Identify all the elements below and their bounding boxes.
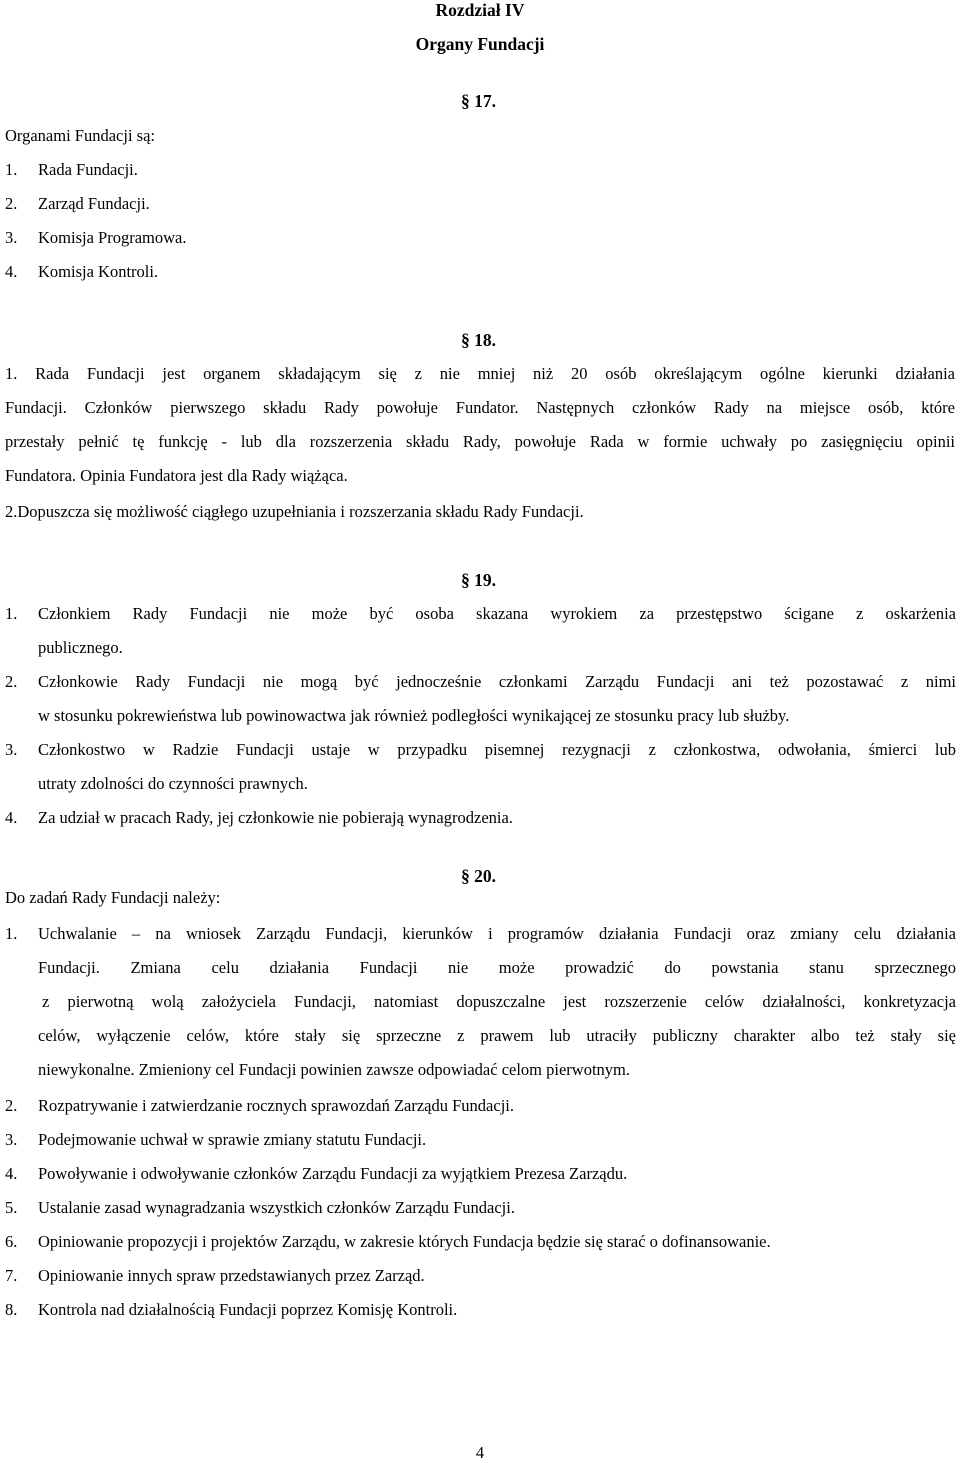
list-item-line: Za udział w pracach Rady, jej członkowie nie pobierają wynagrodzenia. bbox=[38, 808, 513, 827]
list-item-number: 4. bbox=[5, 1164, 18, 1183]
list-item: Powoływanie i odwoływanie członków Zarządu Fundacji za wyjątkiem Prezesa Zarządu. bbox=[38, 1164, 628, 1183]
list-item: Komisja Programowa. bbox=[38, 228, 187, 247]
section-20-mark: § 20. bbox=[461, 866, 496, 886]
list-item: Zarząd Fundacji. bbox=[38, 194, 150, 213]
list-item-number: 7. bbox=[5, 1266, 18, 1285]
list-item: Rozpatrywanie i zatwierdzanie rocznych sprawozdań Zarządu Fundacji. bbox=[38, 1096, 514, 1115]
list-item-line: Fundacji. Zmiana celu działania Fundacji nie może prowadzić do powstania stanu sprzecznego bbox=[38, 958, 956, 977]
list-item-number: 6. bbox=[5, 1232, 18, 1251]
list-item: Rada Fundacji. bbox=[38, 160, 138, 179]
chapter-title: Organy Fundacji bbox=[415, 34, 545, 54]
list-item-number: 1. bbox=[5, 924, 18, 943]
list-item-line: z pierwotną wolą założyciela Fundacji, natomiast dopuszczalne jest rozszerzenie celów działalności, konkretyzacja bbox=[42, 992, 956, 1011]
list-item-number: 8. bbox=[5, 1300, 18, 1319]
page-number: 4 bbox=[475, 1443, 485, 1462]
list-item-line: publicznego. bbox=[38, 638, 123, 657]
paragraph-line: przestały pełnić tę funkcję - lub dla rozszerzenia składu Rady, powołuje Rada w formie uchwały po zasięgnięciu opinii bbox=[5, 432, 955, 451]
list-item-line: Uchwalanie – na wniosek Zarządu Fundacji, kierunków i programów działania Fundacji oraz zmiany celu działania bbox=[38, 924, 956, 943]
section-17-mark: § 17. bbox=[461, 91, 496, 111]
list-item-line: niewykonalne. Zmieniony cel Fundacji powinien zawsze odpowiadać celom pierwotnym. bbox=[38, 1060, 630, 1079]
paragraph-line: 1. Rada Fundacji jest organem składającym się z nie mniej niż 20 osób określającym ogólne kierunki działania bbox=[5, 364, 955, 383]
paragraph-line: Fundacji. Członków pierwszego składu Rady powołuje Fundator. Następnych członków Rady na miejsce osób, które bbox=[5, 398, 955, 417]
list-item: Ustalanie zasad wynagradzania wszystkich członków Zarządu Fundacji. bbox=[38, 1198, 515, 1217]
list-item-line: Członkostwo w Radzie Fundacji ustaje w przypadku pisemnej rezygnacji z członkostwa, odwołania, śmierci lub bbox=[38, 740, 956, 759]
chapter-heading: Rozdział IV bbox=[435, 0, 525, 20]
list-item: Opiniowanie innych spraw przedstawianych przez Zarząd. bbox=[38, 1266, 425, 1285]
paragraph-line: 2.Dopuszcza się możliwość ciągłego uzupełniania i rozszerzania składu Rady Fundacji. bbox=[5, 502, 584, 521]
list-item-line: celów, wyłączenie celów, które stały się sprzeczne z prawem lub utraciły publiczny charakter albo też stały się bbox=[38, 1026, 956, 1045]
list-item-number: 4. bbox=[5, 262, 18, 281]
list-item: Podejmowanie uchwał w sprawie zmiany statutu Fundacji. bbox=[38, 1130, 427, 1149]
list-item-number: 3. bbox=[5, 740, 18, 759]
list-item-number: 2. bbox=[5, 194, 18, 213]
list-item-number: 2. bbox=[5, 672, 18, 691]
list-item-line: w stosunku pokrewieństwa lub powinowactwa jak również podległości wynikającej ze stosunku pracy lub służby. bbox=[38, 706, 790, 725]
list-item: Komisja Kontroli. bbox=[38, 262, 159, 281]
list-item-number: 2. bbox=[5, 1096, 18, 1115]
section-18-mark: § 18. bbox=[461, 330, 496, 350]
paragraph-line: Fundatora. Opinia Fundatora jest dla Rady wiążąca. bbox=[5, 466, 348, 485]
list-item-line: utraty zdolności do czynności prawnych. bbox=[38, 774, 308, 793]
list-item-number: 5. bbox=[5, 1198, 18, 1217]
section-20-intro: Do zadań Rady Fundacji należy: bbox=[5, 888, 221, 907]
section-19-mark: § 19. bbox=[461, 570, 496, 590]
list-item-number: 3. bbox=[5, 1130, 18, 1149]
list-item-number: 1. bbox=[5, 160, 18, 179]
list-item-line: Członkowie Rady Fundacji nie mogą być jednocześnie członkami Zarządu Fundacji ani też pozostawać z nimi bbox=[38, 672, 956, 691]
list-item-line: Członkiem Rady Fundacji nie może być osoba skazana wyrokiem za przestępstwo ścigane z oskarżenia bbox=[38, 604, 956, 623]
list-item-number: 1. bbox=[5, 604, 18, 623]
list-item-number: 3. bbox=[5, 228, 18, 247]
list-item-number: 4. bbox=[5, 808, 18, 827]
section-17-intro: Organami Fundacji są: bbox=[5, 126, 155, 145]
list-item: Opiniowanie propozycji i projektów Zarządu, w zakresie których Fundacja będzie się starać o dofinansowanie. bbox=[38, 1232, 771, 1251]
list-item: Kontrola nad działalnością Fundacji poprzez Komisję Kontroli. bbox=[38, 1300, 458, 1319]
